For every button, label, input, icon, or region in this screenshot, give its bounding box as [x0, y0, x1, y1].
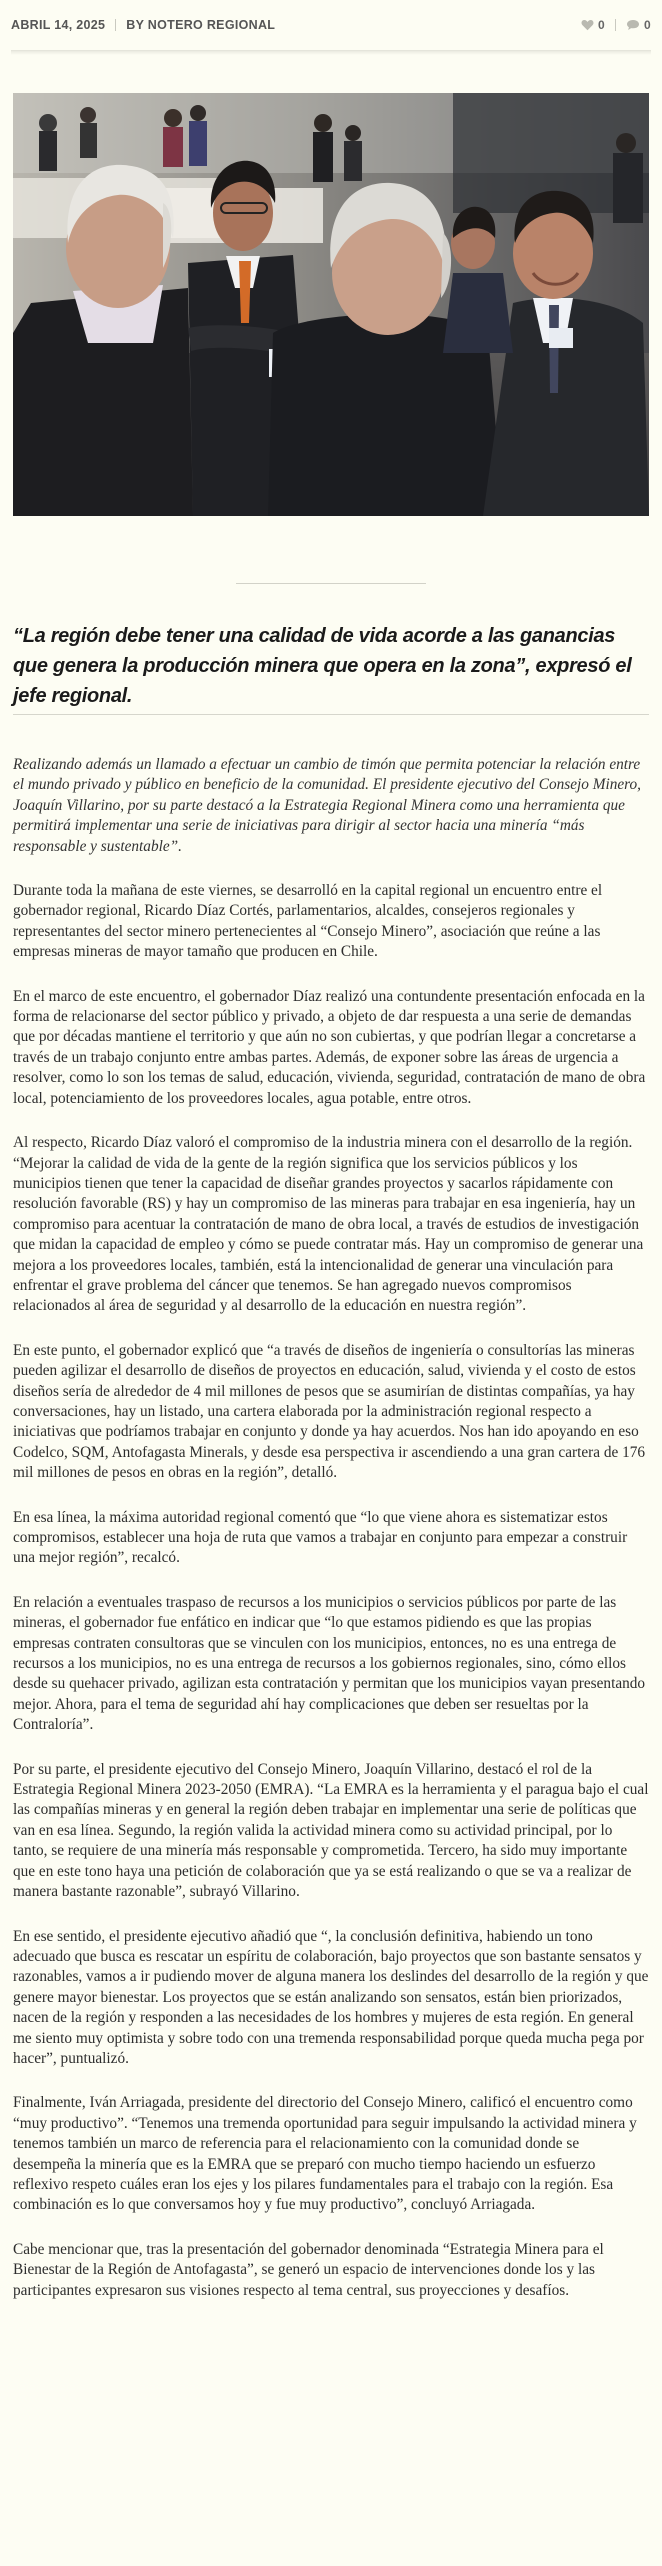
content-divider	[13, 714, 649, 715]
heart-icon	[581, 19, 594, 31]
pull-quote: “La región debe tener una calidad de vida acorde a las ganancias que genera la producción minera que opera en la zona”, expresó el jefe regional.	[13, 625, 632, 707]
article-paragraph: En el marco de este encuentro, el gobernador Díaz realizó una contundente presentación enfocada en la forma de relacionarse del sector público y privado, a objeto de dar respuesta a una serie de demandas que por décadas mantiene el territorio y que aún no son cubiertas, y que podrían llegar a concretarse a través de un trabajo conjunto entre ambas partes. Además, de exponer sobre las áreas de urgencia a resolver, como lo son los temas de salud, educación, vivienda, seguridad, contratación de mano de obra local, potenciamiento de los proveedores locales, agua potable, entre otros.	[13, 987, 646, 1107]
article-paragraph: Al respecto, Ricardo Díaz valoró el compromiso de la industria minera con el desarrollo de la región. “Mejorar la calidad de vida de la gente de la región significa que los servicios públicos y los municipios tienen que tener la capacidad de diseñar grandes proyectos y sacarlos rápidamente con resolución favorable (RS) y hay un compromiso de las mineras para trabajar en esa ingeniería, hay un compromiso para acentuar la contratación de mano de obra local, a través de estudios de investigación que midan la capacidad de empleo y cómo se puede contratar más. Hay un compromiso de generar una mejora a los proveedores locales, también, está la intencionalidad de generar una vinculación para enfrentar el grave problema del cáncer que tenemos. Se han agregado nuevos compromisos relacionados al área de seguridad y al desarrollo de la educación en nuestra región”.	[13, 1134, 644, 1315]
post-date[interactable]: ABRIL 14, 2025	[11, 18, 106, 32]
comment-counter[interactable]	[626, 18, 651, 32]
meta-divider	[615, 19, 616, 31]
article-paragraph: En relación a eventuales traspaso de recursos a los municipios o servicios públicos por parte de las mineras, el gobernador fue enfático en indicar que “lo que estamos pidiendo es que las propias empresas contraten consultoras que se vinculen con los municipios, entonces, no es una entrega de recursos a los municipios, no es una entrega de recursos a los gobiernos regionales, sino, cómo ellos desde su quehacer privado, agilizan esta contratación y permitan que los municipios vayan presentando mejor. Ahora, para el tema de seguridad ahí hay complicaciones que deben ser resueltas por la Contraloría”.	[13, 1593, 646, 1734]
meta-divider	[115, 19, 116, 31]
comment-count: 0	[644, 18, 651, 32]
article-paragraph: Cabe mencionar que, tras la presentación del gobernador denominada “Estrategia Minera para el Bienestar de la Región de Antofagasta”, se generó un espacio de intervenciones donde los y las participantes expresaron sus visiones respecto al tema central, sus proyecciones y desafíos.	[13, 2240, 604, 2299]
section-divider	[236, 583, 426, 584]
article-paragraph: Durante toda la mañana de este viernes, se desarrolló en la capital regional un encuentro entre el gobernador regional, Ricardo Díaz Cortés, parlamentarios, alcaldes, consejeros regionales y representantes del sector minero pertenecientes al “Consejo Minero”, asociación que reúne a las empresas mineras de mayor tamaño que producen en Chile.	[13, 882, 603, 961]
speech-bubble-icon	[626, 19, 640, 31]
article-paragraph: En esa línea, la máxima autoridad regional comentó que “lo que viene ahora es sistematizar estos compromisos, establecer una hoja de ruta que vamos a trabajar en conjunto para empezar a construir una mejor región”, recalcó.	[13, 1508, 628, 1567]
meta-shadow	[11, 50, 651, 55]
article-paragraph: En ese sentido, el presidente ejecutivo añadió que “, la conclusión definitiva, habiendo un tono adecuado que busca es rescatar un espíritu de colaboración, bajo proyectos que son bastante sensatos y razonables, vamos a ir pudiendo mover de alguna manera los deslindes del desarrollo de la región y que genere mayor bienestar. Los proyectos que se están analizando son sensatos, están bien priorizados, nacen de la región y responden a las necesidades de los hombres y mujeres de esta región. En general me siento muy optimista y sobre todo con una tremenda responsabilidad porque queda mucha pega por hacer”, puntualizó.	[13, 1927, 649, 2067]
like-counter[interactable]	[581, 18, 605, 32]
like-count: 0	[598, 18, 606, 32]
article-paragraph: Por su parte, el presidente ejecutivo del Consejo Minero, Joaquín Villarino, destacó el rol de la Estrategia Regional Minera 2023-2050 (EMRA). “La EMRA es la herramienta y el paragua bajo el cual las compañías mineras y en general la región deben trabajar en implementar una serie de políticas que van en esa línea. Segundo, la región valida la actividad minera como su actividad principal, por lo tanto, se requiere de una minería más responsable y comprometida. Tercero, ha sido muy importante que en este tono haya una petición de colaboración que ya se está realizando o que se va a realizar de manera bastante razonable”, subrayó Villarino.	[13, 1760, 649, 1901]
article-paragraph: Finalmente, Iván Arriagada, presidente del directorio del Consejo Minero, calificó el encuentro como “muy productivo”. “Tenemos una tremenda oportunidad para seguir impulsando la actividad minera y tenemos también un marco de referencia para el relacionamiento con la comunidad donde se desempeña la minería que es la EMRA que se preparó con mucho tiempo haciendo un esfuerzo reflexivo respeto cuáles eran los ejes y los pilares fundamentales para el trabajo con la región. Esa combinación es lo que conversamos hoy y fue muy productivo”, concluyó Arriagada.	[13, 2094, 637, 2214]
post-meta-bar	[11, 0, 651, 51]
article-paragraph: En este punto, el gobernador explicó que “a través de diseños de ingeniería o consultorías las mineras pueden agilizar el desarrollo de diseños de proyectos en educación, salud, vivienda y el costo de estos diseños sería de alrededor de 4 mil millones de pesos que se asumirían de distintas compañías, ya hay conversaciones, hay un listado, una cartera elaborada por la administración regional respecto a iniciativas que podríamos trabajar en conjunto y donde ya hay acuerdos. Nos han ido apoyando en eso Codelco, SQM, Antofagasta Minerals, y desde esa perspectiva ir ascendiendo a una gran cartera de 176 mil millones de pesos en obras en la región”, detalló.	[13, 1341, 646, 1482]
article-lead: Realizando además un llamado a efectuar un cambio de timón que permita potenciar la relación entre el mundo privado y público en beneficio de la comunidad. El presidente ejecutivo del Consejo Minero, Joaquín Villarino, por su parte destacó a la Estrategia Regional Minera como una herramienta que permitirá implementar una serie de iniciativas para dirigir al sector hacia una minería “más responsable y sustentable”.	[13, 756, 642, 855]
photo-meeting-icon	[13, 93, 649, 516]
article-body	[13, 755, 649, 2325]
post-author[interactable]: BY NOTERO REGIONAL	[126, 18, 276, 32]
hero-image[interactable]	[13, 93, 649, 516]
